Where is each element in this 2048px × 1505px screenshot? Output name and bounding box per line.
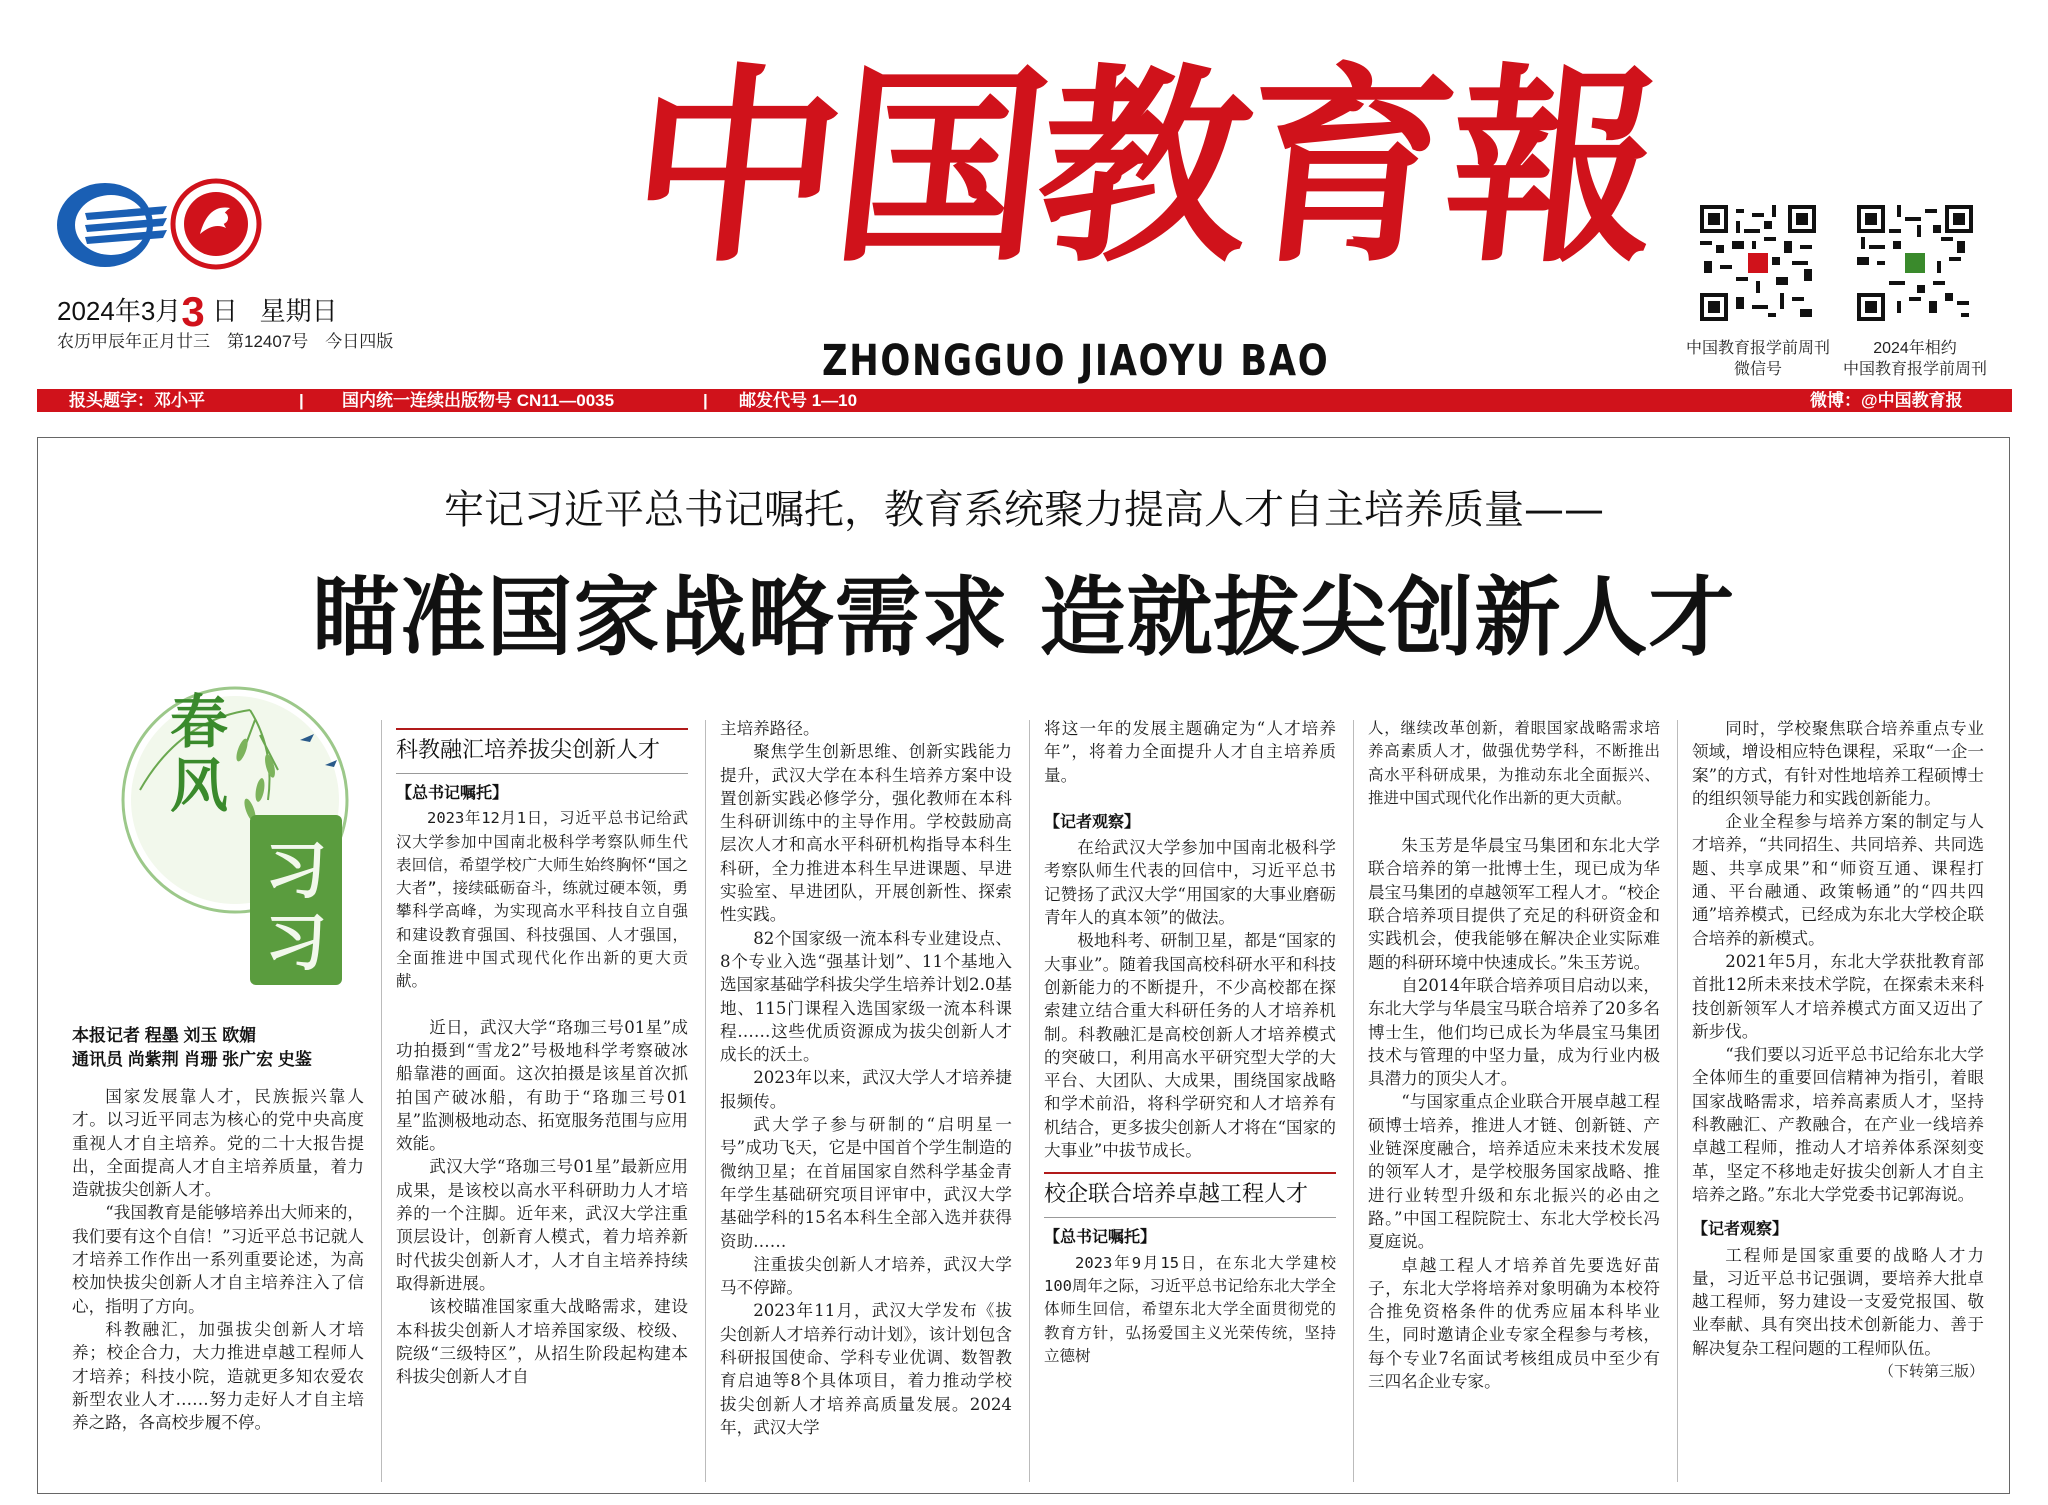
postal-code: 邮发代号 1—10 [739, 391, 858, 410]
art-char-chun: 春 [170, 688, 229, 756]
paragraph: 2023年11月，武汉大学发布《拔尖创新人才培养行动计划》，该计划包含科研报国使命、学科专业优调、数智教育启迪等8个具体项目，着力推动学校拔尖创新人才培养高质量发展。2024年，武汉大学 [720, 1301, 1012, 1437]
main-headline: 瞄准国家战略需求 造就拔尖创新人才 [312, 568, 1736, 668]
paragraph: 注重拔尖创新人才培养，武汉大学马不停蹄。 [720, 1254, 1012, 1298]
paragraph: 2021年5月，东北大学获批教育部首批12所未来技术学院，在探索未来科技创新领军人才培养模式方面又迈出了新步伐。 [1692, 951, 1984, 1041]
article-column-1 [72, 1085, 364, 1434]
paragraph: 科教融汇，加强拔尖创新人才培养；校企合力，大力推进卓越工程师人才培养；科技小院，造就更多知农爱农新型农业人才……努力走好人才自主培养之路，各高校步履不停。 [72, 1319, 364, 1433]
paragraph: 在给武汉大学参加中国南北极科学考察队师生代表的回信中，习近平总书记赞扬了武汉大学“用国家的大事业磨砺青年人的真本领”的做法。 [1044, 838, 1336, 928]
newspaper-title: 中国教育報 [619, 44, 1666, 291]
column-rule [705, 720, 706, 1482]
section-tag: 【总书记嘱托】 [1044, 1229, 1157, 1247]
art-char-xi2: 习 [264, 906, 328, 979]
qr1-caption: 中国教育报学前周刊 微信号 [1685, 340, 1830, 378]
date-day: 3 [181, 288, 205, 335]
quote-paragraph: 2023年9月15日，在东北大学建校100周年之际，习近平总书记给东北大学全体师生回信，希望东北大学全面贯彻党的教育方针，弘扬爱国主义光荣传统，坚持立德树 [1044, 1253, 1336, 1365]
paragraph: 朱玉芳是华晨宝马集团和东北大学联合培养的第一批博士生，现已成为华晨宝马集团的卓越领军工程人才。“校企联合培养项目提供了充足的科研资金和实践机会，使我能够在解决企业实际难题的科研环境中快速成长。”朱玉芳说。 [1368, 836, 1660, 972]
section-subhead: 校企联合培养卓越工程人才 [1044, 1172, 1336, 1218]
date-year-month: 2024年3月 [57, 296, 182, 326]
column-rule [1677, 720, 1678, 1482]
paragraph: 极地科考、研制卫星，都是“国家的大事业”。随着我国高校科研水平和科技创新能力的不断提升，不少高校都在探索建立结合重大科研任务的人才培养机制。科教融汇是高校创新人才培养模式的突破口，利用高水平研究型大学的大平台、大团队、大成果，围绕国家战略和学术前沿，将科学研究和人才培养有机结合，更多拔尖创新人才将在“国家的大事业”中拔节成长。 [1044, 931, 1336, 1161]
paragraph: 2023年以来，武汉大学人才培养捷报频传。 [720, 1068, 1012, 1111]
article-column-3 [720, 717, 1012, 1439]
column-rule [1029, 720, 1030, 1482]
paragraph: 企业全程参与培养方案的制定与人才培养，“共同招生、共同培养、共同选题、共享成果”和“师资互通、课程打通、平台融通、政策畅通”的“四共四通”培养模式，已经成为东北大学校企联合培养的新模式。 [1692, 812, 1984, 948]
quote-paragraph: 2023年12月1日，习近平总书记给武汉大学参加中国南北极科学考察队师生代表回信，希望学校广大师生始终胸怀“国之大者”，接续砥砺奋斗，练就过硬本领，勇攀科学高峰，为实现高水平科技自立自强和建设教育强国、科技强国、人才强国，全面推进中国式现代化作出新的更大贡献。 [396, 809, 688, 991]
paragraph: 将这一年的发展主题确定为“人才培养年”，将着力全面提升人才自主培养质量。 [1044, 719, 1336, 785]
paragraph: 近日，武汉大学“珞珈三号01星”成功拍摄到“雪龙2”号极地科学考察破冰船靠港的画面。这次拍摄是该星首次抓拍国产破冰船，有助于“珞珈三号01星”监测极地动态、拓宽服务范围与应用效能。 [396, 1017, 688, 1154]
ministry-logo [55, 180, 173, 270]
paragraph: 82个国家级一流本科专业建设点、8个专业入选“强基计划”、11个基地入选国家基础学科拔尖学生培养计划2.0基地、115门课程入选国家级一流本科课程……这些优质资源成为拔尖创新人才成长的沃土。 [720, 928, 1012, 1065]
qr-code-subscribe[interactable] [1857, 205, 1973, 321]
art-char-feng: 风 [170, 752, 229, 820]
byline-reporters: 本报记者 程墨 刘玉 欧媚 [72, 1026, 257, 1045]
spring-breeze-column-art [100, 680, 362, 996]
weibo-handle[interactable]: 微博：@中国教育报 [1810, 391, 1963, 410]
article-column-5 [1368, 717, 1660, 1393]
continued-on-page-3[interactable]: （下转第三版） [1878, 1362, 1984, 1381]
paragraph: 该校瞄准国家重大战略需求，建设本科拔尖创新人才培养国家级、校级、院级“三级特区”，从招生阶段起构建本科拔尖创新人才自 [396, 1297, 688, 1387]
headline-kicker: 牢记习近平总书记嘱托，教育系统聚力提高人才自主培养质量—— [444, 487, 1604, 533]
article-column-4 [1044, 717, 1336, 1368]
date-suffix: 日 [211, 296, 238, 326]
section-tag: 【记者观察】 [1044, 813, 1141, 831]
paragraph: 自2014年联合培养项目启动以来，东北大学与华晨宝马联合培养了20多名博士生，他们均已成长为华晨宝马集团技术与管理的中坚力量，成为行业内极具潜力的顶尖人才。 [1368, 975, 1660, 1089]
article-column-6 [1692, 717, 1984, 1383]
qr-code-wechat[interactable] [1700, 205, 1816, 321]
paragraph: 武汉大学“珞珈三号01星”最新应用成果，是该校以高水平科研助力人才培养的一个注脚。近年来，武汉大学注重顶层设计，创新育人模式，着力培养新时代拔尖创新人才，人才自主培养持续取得新进展。 [396, 1157, 688, 1293]
lunar-issue-line: 农历甲辰年正月廿三 第12407号 今日四版 [57, 332, 394, 351]
paragraph: “我国教育是能够培养出大师来的，我们要有这个自信！”习近平总书记就人才培养工作作出一系列重要论述，为高校加快拔尖创新人才自主培养注入了信心，指明了方向。 [72, 1203, 364, 1316]
paragraph: “与国家重点企业联合开展卓越工程硕博士培养，推进人才链、创新链、产业链深度融合，培养适应未来技术发展的领军人才，是学校服务国家战略、推进行业转型升级和东北振兴的必由之路。”中国工程院院士、东北大学校长冯夏庭说。 [1368, 1092, 1660, 1252]
paragraph: “我们要以习近平总书记给东北大学全体师生的重要回信精神为指引，着眼国家战略需求，培养高素质人才，坚持科教融汇、产教融合，在产业一线培养卓越工程师，推动人才培养体系深刻变革，坚定不移地走好拔尖创新人才自主培养之路。”东北大学党委书记郭海说。 [1692, 1045, 1984, 1204]
quote-paragraph: 人，继续改革创新，着眼国家战略需求培养高素质人才，做强优势学科，不断推出高水平科研成果，为推动东北全面振兴、推进中国式现代化作出新的更大贡献。 [1368, 719, 1660, 807]
cn-number: 国内统一连续出版物号 CN11—0035 [342, 391, 615, 410]
column-rule [1353, 720, 1354, 1482]
paragraph: 国家发展靠人才，民族振兴靠人才。以习近平同志为核心的党中央高度重视人才自主培养。党的二十大报告提出，全面提高人才自主培养质量，着力造就拔尖创新人才。 [72, 1087, 364, 1200]
masthead-info-bar [37, 389, 2012, 412]
section-tag: 【记者观察】 [1692, 1221, 1789, 1239]
paragraph: 同时，学校聚焦联合培养重点专业领域，增设相应特色课程，采取“一企一案”的方式，有针对性地培养工程硕博士的组织领导能力和实践创新能力。 [1692, 719, 1984, 808]
column-rule [381, 720, 382, 1482]
bar-separator: | [299, 391, 304, 410]
newspaper-pinyin: ZHONGGUO JIAOYU BAO [822, 336, 1330, 386]
section-tag: 【总书记嘱托】 [396, 785, 509, 802]
qr2-caption: 2024年相约 中国教育报学前周刊 [1842, 340, 1987, 378]
bar-separator: | [703, 391, 708, 410]
paragraph: 聚焦学生创新思维、创新实践能力提升，武汉大学在本科生培养方案中设置创新实践必修学分，强化教师在本科生科研训练中的主导作用。学校鼓励高层次人才和高水平科研机构指导本科生科研，全力推进本科生早进课题、早进实验室、早进团队，开展创新性、探索性实践。 [720, 742, 1012, 925]
weekday: 星期日 [259, 296, 338, 326]
paragraph: 工程师是国家重要的战略人才力量，习近平总书记强调，要培养大批卓越工程师，努力建设一支爱党报国、敬业奉献、具有突出技术创新能力、善于解决复杂工程问题的工程师队伍。 [1692, 1245, 1984, 1358]
calligraphy-credit: 报头题字：邓小平 [69, 391, 205, 410]
paragraph: 武大学子参与研制的“启明星一号”成功飞天，它是中国首个学生制造的微纳卫星；在首届国家自然科学基金青年学生基础研究项目评审中，武汉大学基础学科的15名本科生全部入选并获得资助…… [720, 1115, 1012, 1251]
award-seal-logo [170, 178, 262, 270]
article-column-2 [396, 728, 688, 1388]
art-char-xi1: 习 [264, 834, 328, 907]
section-subhead: 科教融汇培养拔尖创新人才 [396, 728, 688, 774]
paragraph: 卓越工程人才培养首先要选好苗子，东北大学将培养对象明确为本校符合推免资格条件的优秀应届本科毕业生，同时邀请企业专家全程参与考核，每个专业7名面试考核组成员中至少有三四名企业专家。 [1368, 1255, 1660, 1392]
byline-correspondents: 通讯员 尚紫荆 肖珊 张广宏 史鉴 [72, 1050, 312, 1069]
paragraph: 主培养路径。 [720, 719, 820, 738]
